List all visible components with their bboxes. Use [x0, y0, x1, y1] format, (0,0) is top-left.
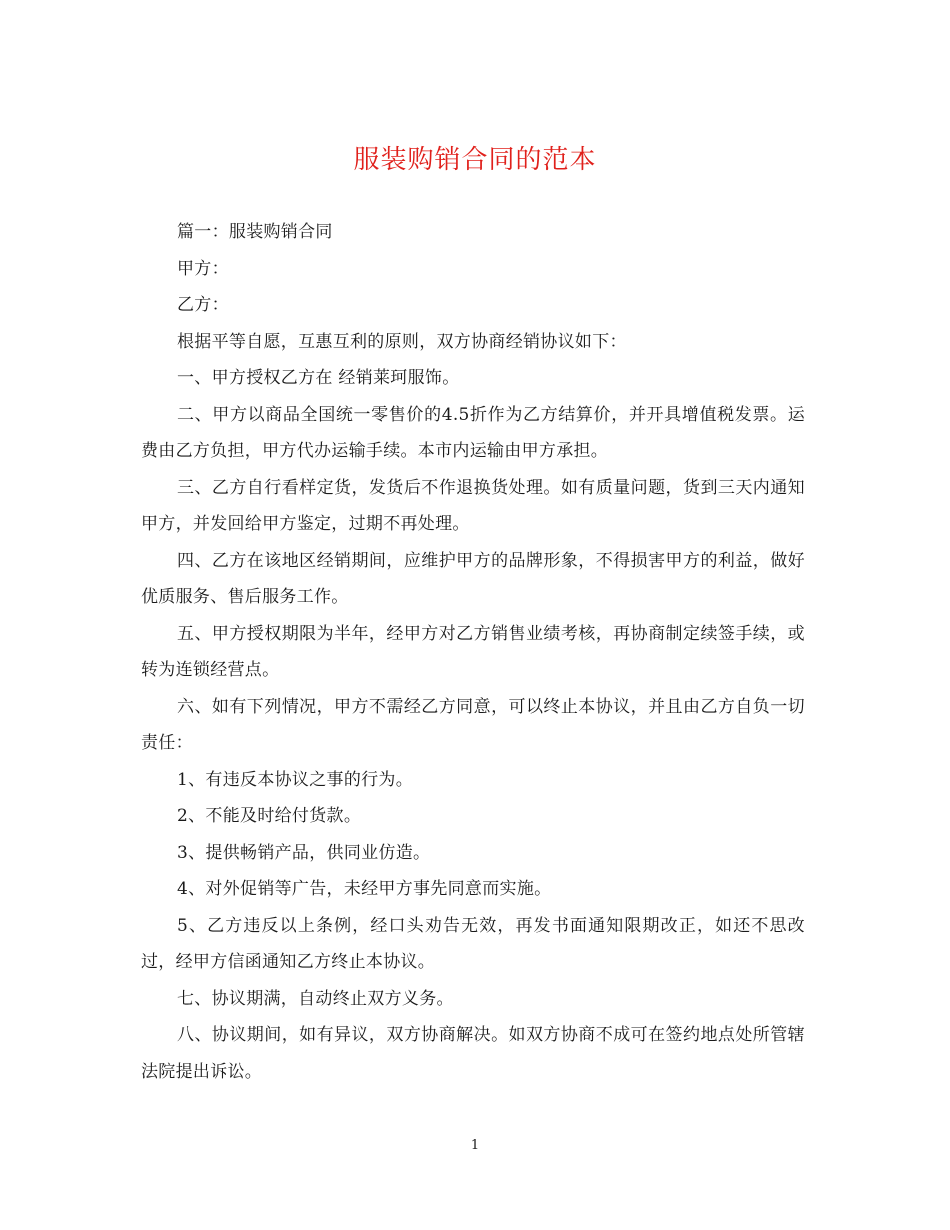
clause-2: 二、甲方以商品全国统一零售价的4.5折作为乙方结算价，并开具增值税发票。运费由乙方负担，甲方代办运输手续。本市内运输由甲方承担。	[141, 404, 805, 461]
clause-6-item-4: 4、对外促销等广告，未经甲方事先同意而实施。	[177, 879, 552, 899]
clause-8: 八、协议期间，如有异议，双方协商解决。如双方协商不成可在签约地点处所管辖法院提出诉讼。	[141, 1025, 805, 1082]
document-body	[141, 214, 805, 1090]
clause-3: 三、乙方自行看样定货，发货后不作退换货处理。如有质量问题，货到三天内通知甲方，并发回给甲方鉴定，过期不再处理。	[141, 477, 805, 534]
clause-6: 六、如有下列情况，甲方不需经乙方同意，可以终止本协议，并且由乙方自负一切责任：	[141, 696, 805, 753]
party-b-line: 乙方：	[177, 295, 229, 315]
party-a-line: 甲方：	[177, 258, 229, 279]
section-heading: 篇一：服装购销合同	[177, 222, 333, 242]
clause-7: 七、协议期满，自动终止双方义务。	[177, 988, 454, 1009]
clause-6-item-1: 1、有违反本协议之事的行为。	[177, 769, 414, 790]
clause-6-item-2: 2、不能及时给付货款。	[177, 806, 362, 826]
clause-4: 四、乙方在该地区经销期间，应维护甲方的品牌形象，不得损害甲方的利益，做好优质服务、售后服务工作。	[141, 550, 805, 607]
document-title: 服装购销合同的范本	[353, 145, 597, 175]
page-number: 1	[470, 1138, 480, 1153]
clause-5: 五、甲方授权期限为半年，经甲方对乙方销售业绩考核，再协商制定续签手续，或转为连锁经营点。	[141, 623, 805, 680]
preamble-paragraph: 根据平等自愿，互惠互利的原则，双方协商经销协议如下：	[177, 331, 627, 352]
clause-6-item-5: 5、乙方违反以上条例，经口头劝告无效，再发书面通知限期改正，如还不思改过，经甲方信函通知乙方终止本协议。	[141, 915, 805, 972]
clause-6-item-3: 3、提供畅销产品，供同业仿造。	[177, 842, 431, 863]
clause-1: 一、甲方授权乙方在 经销莱珂服饰。	[177, 368, 460, 388]
